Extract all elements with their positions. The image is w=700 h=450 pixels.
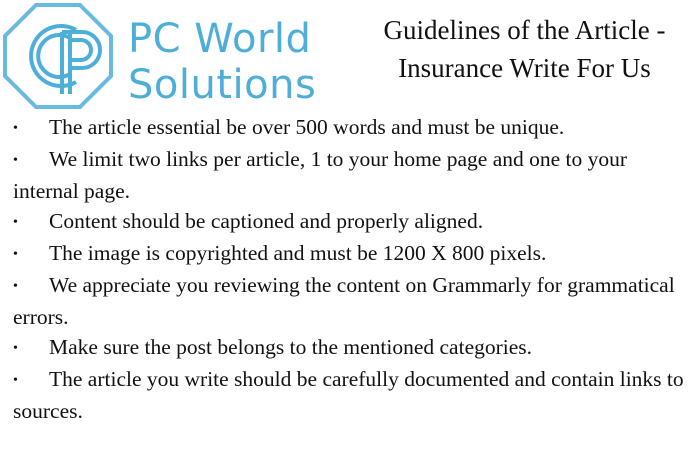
bullet: • — [13, 247, 18, 262]
brand-name-line1: PC World — [128, 16, 312, 62]
brand-name — [128, 16, 316, 108]
list-item-text: Make sure the post belongs to the mentioned categories. — [49, 335, 533, 359]
page-title — [352, 11, 697, 87]
bullet: • — [13, 341, 18, 356]
brand-logo — [2, 2, 332, 110]
bullet: • — [13, 153, 18, 168]
list-item-text: The article you write should be carefully documented and contain links to sources. — [13, 367, 684, 423]
cp-logo-icon — [2, 2, 114, 110]
page-title-line2: Insurance Write For Us — [398, 53, 651, 83]
bullet: • — [13, 279, 18, 294]
bullet: • — [13, 373, 18, 388]
guidelines-list — [13, 112, 693, 426]
list-item — [13, 332, 693, 364]
list-item — [13, 144, 693, 206]
bullet: • — [13, 215, 18, 230]
list-item-text: We appreciate you reviewing the content on Grammarly for grammatical errors. — [13, 273, 675, 329]
list-item — [13, 364, 693, 426]
list-item-text: The article essential be over 500 words and must be unique. — [49, 115, 565, 139]
list-item-text: The image is copyrighted and must be 1200 X 800 pixels. — [49, 241, 547, 265]
bullet: • — [13, 121, 18, 136]
list-item — [13, 112, 693, 144]
list-item-text: We limit two links per article, 1 to your home page and one to your internal page. — [13, 147, 628, 203]
list-item — [13, 206, 693, 238]
list-item — [13, 238, 693, 270]
list-item — [13, 270, 693, 332]
brand-name-line2: Solutions — [128, 62, 317, 108]
list-item-text: Content should be captioned and properly aligned. — [49, 209, 484, 233]
page-title-line1: Guidelines of the Article - — [383, 15, 666, 45]
